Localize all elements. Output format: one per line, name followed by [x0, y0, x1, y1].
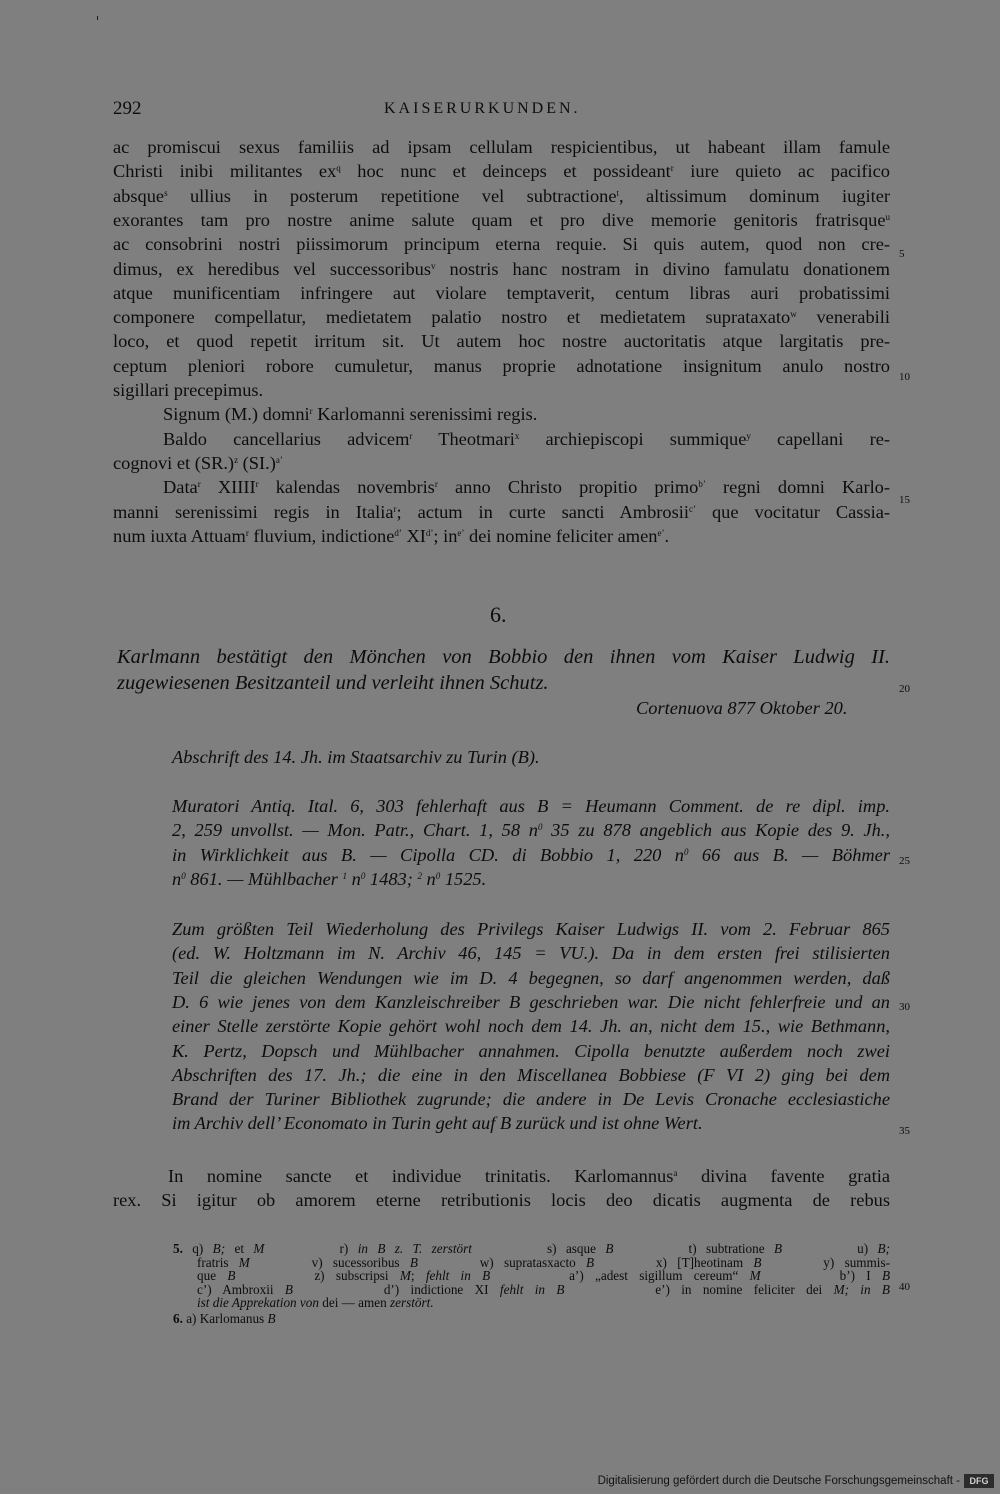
doc5-text-line: Christi inibi militantes $ex^q$ hoc nunc et deinceps et possideant$^r$ iure quieto ac pacifico	[113, 161, 890, 182]
dfg-logo: DFG	[964, 1474, 994, 1488]
doc6-edition-line: Muratori Antiq. Ital. 6, 303 fehlerhaft aus B = Heumann Comment. de re dipl. imp.	[172, 796, 890, 816]
footnote-line: que B z) subscripsi M; fehlt in B a’) „adest sigillum cereum“ M b’) I B	[197, 1268, 890, 1283]
doc5-text-line: cognovi et $(SR.)^z$ $(SI.)^{a’}$	[113, 452, 283, 473]
doc6-commentary-line: (ed. W. Holtzmann im N. Archiv 46, 145 = VU.). Da in dem ersten frei stilisierten	[172, 943, 890, 964]
doc6-commentary-line: Zum größten Teil Wiederholung des Privilegs Kaiser Ludwigs II. vom 2. Februar 865	[172, 919, 890, 939]
doc6-commentary-line: Abschriften des 17. Jh.; die eine in den Miscellanea Bobbiese (F VI 2) ging bei dem	[172, 1064, 890, 1085]
margin-line-number: 10	[899, 371, 910, 383]
doc6-edition-line: $n^0$ 861. — Mühlbacher $^1$ $n^0$ 1483; $^2$ $n^0$ 1525.	[172, 868, 487, 889]
doc5-text-line: ceptum pleniori robore cumuletur, manus proprie adnotatione insignitum anulo nostro	[113, 355, 890, 376]
doc5-text-line: num iuxta Attuam$^r$ fluvium, indictione$^{d’}$ $XI^{d’}$; $in^{e’}$ dei nomine feliciter amen$^{e’}$.	[113, 525, 670, 546]
footnote-line: 5. q) B; et M r) in B z. T. zerstört s) asque B t) subtratione B u) B;	[173, 1241, 890, 1256]
scan-tick-mark	[97, 16, 98, 20]
margin-line-number: 30	[899, 1001, 910, 1013]
doc6-commentary-line: Teil die gleichen Wendungen wie im D. 4 begegnen, so darf angenommen werden, daß	[172, 967, 890, 988]
margin-line-number: 15	[899, 494, 910, 506]
doc5-text-line: exorantes tam pro nostre anime salute quam et pro dive memorie genitoris fratrisque$^u$	[113, 209, 890, 230]
footer-bar	[0, 1470, 1000, 1494]
doc6-commentary-line: im Archiv dell’ Economato in Turin geht auf B zurück und ist ohne Wert.	[172, 1113, 703, 1134]
margin-line-number: 5	[899, 248, 905, 260]
margin-line-number: 20	[899, 683, 910, 695]
doc5-text-line: loco, et quod repetit irritum sit. Ut autem hoc nostre auctoritatis atque largitatis pre-	[113, 331, 890, 352]
footnote-line: ist die Apprekation von dei — amen zerstört.	[197, 1295, 434, 1310]
doc5-text-line: componere compellatur, medietatem palatio nostro et medietatem suprataxato$^w$ venerabili	[113, 307, 890, 328]
doc6-place-date: Cortenuova 877 Oktober 20.	[636, 698, 848, 718]
footnote-line: c’) Ambroxii B d’) indictione XI fehlt in B e’) in nomine feliciter dei M; in B	[197, 1281, 890, 1297]
doc6-text-line: rex. Si igitur ob amorem eterne retributionis locis deo dicatis augmenta de rebus	[113, 1190, 890, 1211]
doc5-text-line: Baldo cancellarius advicem$^r$ Theotmari$^x$ archiepiscopi summique$^y$ capellani re-	[163, 428, 890, 449]
doc6-commentary-line: D. 6 wie jenes von dem Kanzleischreiber B geschrieben war. Die nicht fehlerfreie und an	[172, 991, 890, 1012]
doc6-commentary-line: K. Pertz, Dopsch und Mühlbacher annahmen. Cipolla benutzte außerdem noch zwei	[172, 1040, 890, 1061]
doc6-transmission: Abschrift des 14. Jh. im Staatsarchiv zu Turin (B).	[172, 747, 540, 767]
margin-line-number: 35	[899, 1125, 910, 1137]
doc5-text-line: ac promiscui sexus familiis ad ipsam cellulam respicientibus, ut habeant illam famule	[113, 137, 890, 157]
footer-credit: Digitalisierung gefördert durch die Deutsche Forschungsgemeinschaft -	[597, 1475, 960, 1487]
doc5-text-line: Signum (M.) domni$^r$ Karlomanni serenissimi regis.	[163, 404, 538, 425]
doc5-text-line: atque munificentiam infringere aut violare temptaverit, centum libras auri probatissimi	[113, 282, 890, 303]
doc5-text-line: Data$^r$ XIIII$^r$ kalendas novembris$^r$ anno Christo propitio primo$^{b’}$ regni domni Karlo-	[163, 477, 890, 498]
doc5-text-line: sigillari precepimus.	[113, 380, 264, 400]
doc5-text-line: manni serenissimi regis in Italia$^r$; actum in curte sancti Ambrosii$^{c’}$ que vocitatur Cassia-	[113, 501, 891, 522]
doc5-text-line: dimus, ex heredibus vel successoribus$^v$ nostris hanc nostram in divino famulatu donationem	[113, 258, 890, 279]
footnote-line: fratris M v) sucessoribus B w) supratasxacto B x) [T]heotinam B y) summis-	[197, 1254, 890, 1270]
footnote-line: 6. a) Karlomanus B	[173, 1310, 276, 1326]
doc6-text-line: In nomine sancte et individue trinitatis. Karlomannus$^a$ divina favente gratia	[168, 1166, 890, 1186]
page-number: 292	[113, 98, 142, 119]
doc6-title-line: zugewiesenen Besitzanteil und verleiht ihnen Schutz.	[117, 672, 549, 694]
doc6-commentary-line: Brand der Turiner Bibliothek zugrunde; die andere in De Levis Cronache ecclesiastiche	[172, 1089, 890, 1110]
doc6-edition-line: in Wirklichkeit aus B. — Cipolla CD. di Bobbio 1, 220 $n^0$ 66 aus B. — Böhmer	[172, 844, 890, 865]
doc6-title-line: Karlmann bestätigt den Mönchen von Bobbio den ihnen vom Kaiser Ludwig II.	[117, 646, 890, 668]
doc5-text-line: ac consobrini nostri piissimorum principum eterna requie. Si quis autem, quod non cre-	[113, 234, 890, 255]
margin-line-number: 40	[899, 1281, 910, 1293]
doc6-number: 6.	[490, 602, 507, 627]
doc5-text-line: absque$^s$ ullius in posterum repetitione vel subtractione$^t$, altissimum dominum iugiter	[113, 185, 890, 206]
running-title: KAISERURKUNDEN.	[384, 100, 581, 117]
margin-line-number: 25	[899, 855, 910, 867]
doc6-edition-line: 2, 259 unvollst. — Mon. Patr., Chart. 1, 58 $n^0$ 35 zu 878 angeblich aus Kopie des 9. Jh.,	[172, 820, 890, 841]
doc6-commentary-line: einer Stelle zerstörte Kopie gehört wohl noch dem 14. Jh. an, nicht dem 15., wie Bethmann,	[172, 1016, 890, 1037]
